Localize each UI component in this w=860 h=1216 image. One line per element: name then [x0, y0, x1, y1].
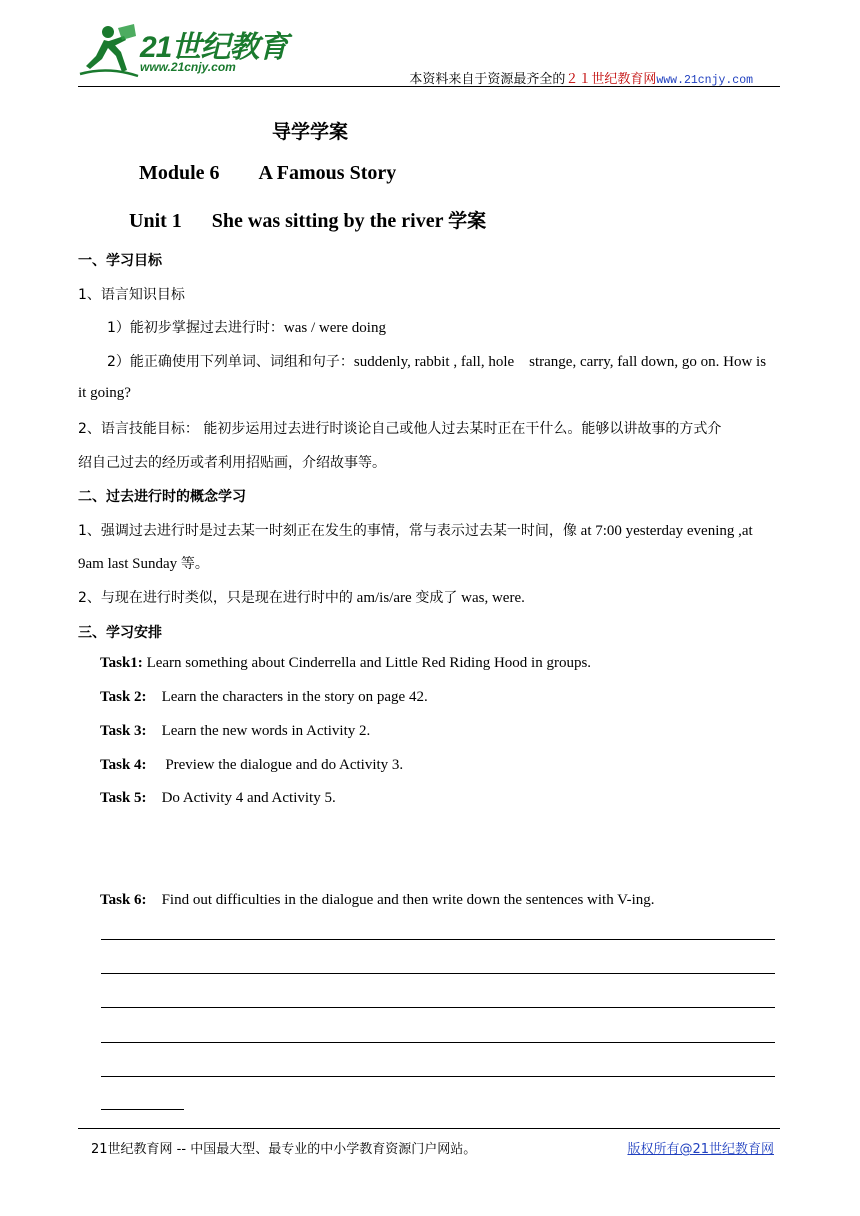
section2-p1-cont: 9am last Sunday 等。 [78, 556, 209, 572]
section1-sub1: 1）能初步掌握过去进行时：was / were doing [107, 320, 386, 336]
source-url-link[interactable]: www.21cnjy.com [656, 74, 753, 87]
section1-item2-line1: 2、语言技能目标： 能初步运用过去进行时谈论自己或他人过去某时正在干什么。能够以讲故事的方式介 [78, 421, 722, 437]
section2-p1: 1、强调过去进行时是过去某一时刻正在发生的事情，常与表示过去某一时间，像 at 7:00 yesterday evening ,at [78, 523, 753, 539]
unit-number: Unit 1 [129, 210, 182, 232]
doc-title: 导学学案 [272, 121, 349, 143]
module-number: Module 6 [139, 162, 220, 184]
footer-tagline: 21世纪教育网 -- 中国最大型、最专业的中小学教育资源门户网站。 [91, 1142, 477, 1157]
task-3: Task 3: Learn the new words in Activity 2. [100, 723, 371, 739]
runner-logo-icon [78, 22, 140, 80]
section1-item2-line2: 绍自己过去的经历或者利用招贴画，介绍故事等。 [78, 455, 386, 471]
answer-line[interactable] [101, 1042, 775, 1043]
module-name: A Famous Story [258, 162, 397, 184]
site-logo [78, 22, 288, 82]
section1-heading: 一、学习目标 [78, 253, 162, 269]
task-4: Task 4: Preview the dialogue and do Activity 3. [100, 757, 404, 773]
header-rule [78, 86, 780, 87]
unit-suffix: 学案 [448, 210, 487, 232]
footer-copyright-link[interactable]: 版权所有@21世纪教育网 [627, 1142, 774, 1157]
section1-sub2-cont: it going? [78, 385, 131, 401]
answer-line[interactable] [101, 973, 775, 974]
header-source-note [409, 68, 753, 87]
logo-wordmark: 21世纪教育 [140, 31, 288, 64]
answer-line[interactable] [101, 1076, 775, 1077]
module-title [139, 162, 396, 185]
answer-line-short[interactable] [101, 1109, 184, 1110]
source-prefix: 本资料来自于资源最齐全的 [409, 71, 566, 86]
unit-title [129, 206, 486, 233]
section2-p2: 2、与现在进行时类似，只是现在进行时中的 am/is/are 变成了 was, were. [78, 590, 525, 606]
section1-item1: 1、语言知识目标 [78, 287, 185, 303]
answer-line[interactable] [101, 939, 775, 940]
task-5: Task 5: Do Activity 4 and Activity 5. [100, 790, 336, 806]
footer-rule [78, 1128, 780, 1129]
section3-heading: 三、学习安排 [78, 625, 162, 641]
section1-sub2: 2）能正确使用下列单词、词组和句子：suddenly, rabbit , fall, hole strange, carry, fall down, go on. How is [107, 354, 767, 370]
task-1: Task1: Learn something about Cinderrella and Little Red Riding Hood in groups. [100, 655, 592, 671]
logo-url: www.21cnjy.com [140, 60, 236, 74]
task-6: Task 6: Find out difficulties in the dialogue and then write down the sentences with V-ing. [100, 892, 655, 908]
answer-line[interactable] [101, 1007, 775, 1008]
task-2: Task 2: Learn the characters in the story on page 42. [100, 689, 428, 705]
section2-heading: 二、过去进行时的概念学习 [78, 489, 246, 505]
source-site-name: ２１世纪教育网 [565, 71, 657, 86]
unit-name: She was sitting by the river [211, 210, 444, 232]
